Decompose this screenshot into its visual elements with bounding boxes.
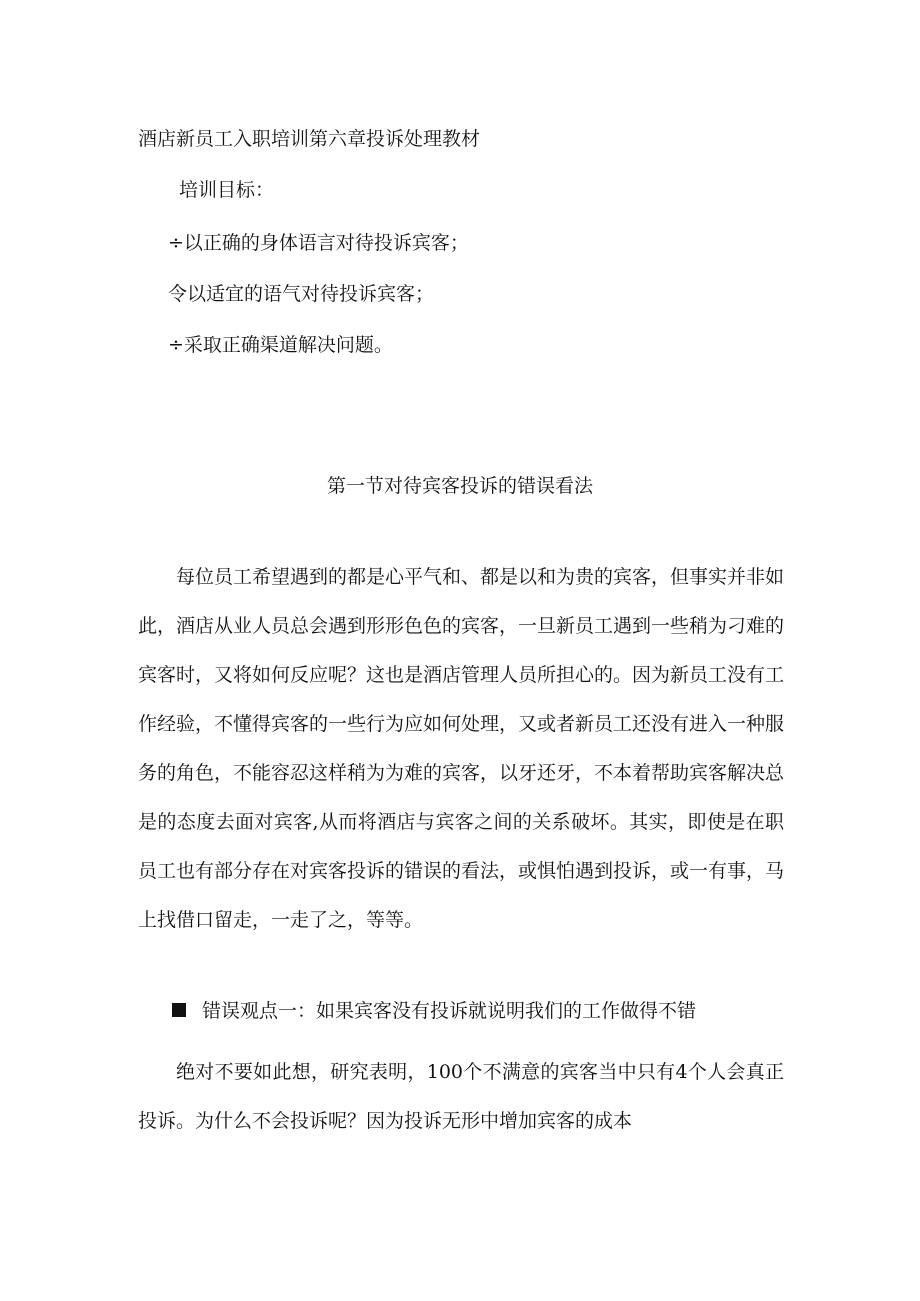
- viewpoint-heading-row: [172, 999, 696, 1023]
- training-goal-item: ÷采取正确渠道解决问题。: [168, 334, 393, 356]
- section-title: 第一节对待宾客投诉的错误看法: [326, 475, 593, 497]
- viewpoint-heading: 错误观点一：如果宾客没有投诉就说明我们的工作做得不错: [202, 1000, 697, 1022]
- training-goal-item: 令以适宜的语气对待投诉宾客；: [168, 283, 435, 305]
- training-goal-item: ÷以正确的身体语言对待投诉宾客；: [168, 232, 469, 254]
- document-title: 酒店新员工入职培训第六章投诉处理教材: [138, 128, 481, 150]
- section-paragraph: 每位员工希望遇到的都是心平气和、都是以和为贵的宾客，但事实并非如此，酒店从业人员总会遇到形形色色的宾客，一旦新员工遇到一些稍为刁难的宾客时，又将如何反应呢？这也是酒店管理人员所担心的。因为新员工没有工作经验，不懂得宾客的一些行为应如何处理，又或者新员工还没有进入一种服务的角色，不能容忍这样稍为为难的宾客，以牙还牙，不本着帮助宾客解决总是的态度去面对宾客,从而将酒店与宾客之间的关系破坏。其实，即使是在职员工也有部分存在对宾客投诉的错误的看法，或惧怕遇到投诉，或一有事，马上找借口留走，一走了之，等等。: [138, 566, 785, 931]
- training-goals-heading: 培训目标：: [179, 179, 275, 201]
- square-bullet-icon: [172, 1003, 186, 1017]
- viewpoint-paragraph: 绝对不要如此想，研究表明，100个不满意的宾客当中只有4个人会真正投诉。为什么不会投诉呢？因为投诉无形中增加宾客的成本: [138, 1061, 784, 1132]
